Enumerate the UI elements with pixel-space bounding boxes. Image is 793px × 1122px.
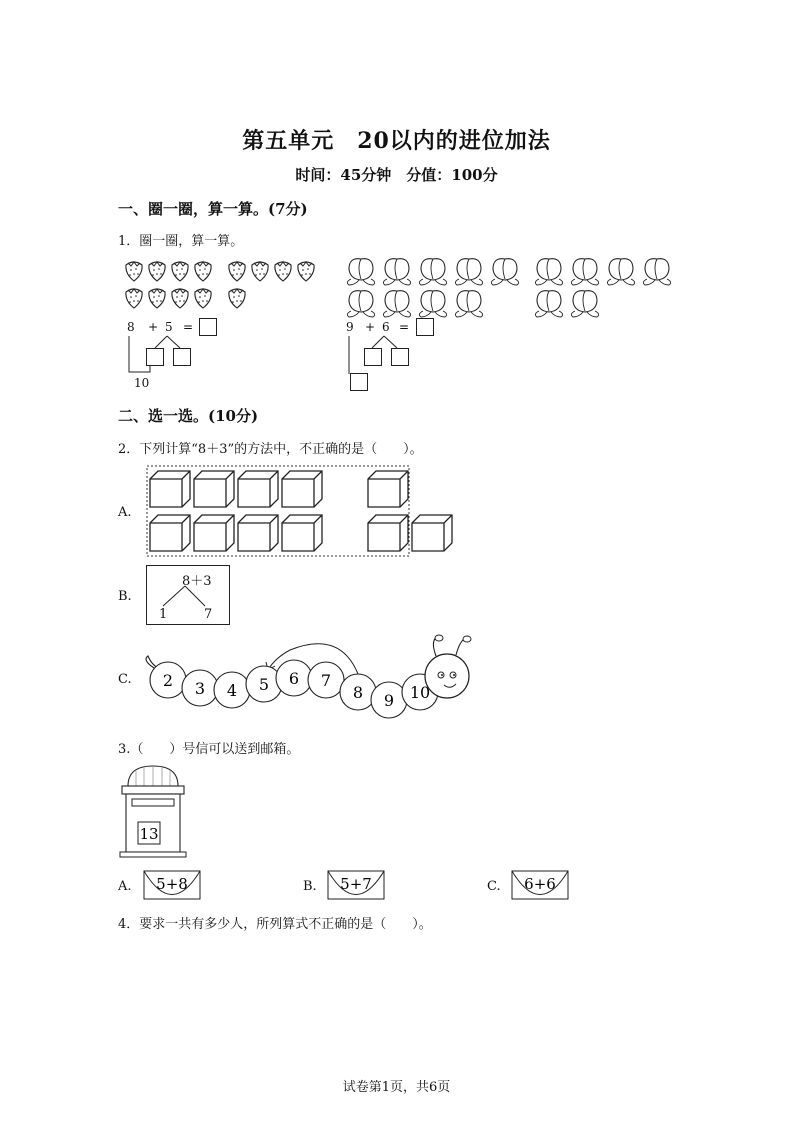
option-c-label[interactable]: C. — [118, 672, 132, 687]
segment-number: 2 — [162, 671, 174, 690]
page-footer: 试卷第1页，共6页 — [342, 1080, 451, 1095]
envelope-value: 5+8 — [156, 875, 188, 893]
question-2-stem: 2．下列计算“8＋3”的方法中，不正确的是（ ）。 — [118, 442, 423, 457]
caterpillar-segment — [276, 660, 312, 696]
envelope-icon — [511, 870, 569, 900]
strawberry-icon — [126, 262, 314, 308]
envelope-value: 5+7 — [340, 875, 372, 893]
split-box-right[interactable] — [173, 348, 191, 366]
section-2-heading: 二、选一选。(10分) — [118, 407, 259, 425]
question-3-stem: 3.（ ）号信可以送到邮箱。 — [118, 742, 300, 757]
segment-number: 4 — [226, 681, 238, 700]
split-box-right[interactable] — [391, 348, 409, 366]
addend-b: 6 — [382, 320, 390, 334]
split-left-value: 1 — [159, 607, 168, 622]
mailbox-number: 13 — [139, 825, 159, 843]
split-right-value: 7 — [204, 607, 213, 622]
option-b-diagram — [146, 565, 230, 625]
cube-icon — [150, 471, 452, 551]
segment-number: 7 — [320, 671, 332, 690]
option-label: B. — [303, 879, 317, 894]
option-a-cubes — [146, 465, 456, 559]
segment-number: 5 — [258, 675, 270, 694]
addend-a: 8 — [127, 320, 135, 334]
equals-sign: = — [399, 320, 410, 334]
question-4-stem: 4．要求一共有多少人，所列算式不正确的是（ ）。 — [118, 917, 432, 932]
plus-sign: + — [365, 320, 376, 334]
page-title: 第五单元 20以内的进位加法 — [242, 128, 551, 154]
peach-icon — [347, 259, 670, 317]
split-box-left[interactable] — [364, 348, 382, 366]
segment-number: 10 — [409, 683, 431, 702]
envelope-value: 6+6 — [524, 875, 556, 893]
plus-sign: + — [148, 320, 159, 334]
envelope-icon — [143, 870, 201, 900]
option-b-label[interactable]: B. — [118, 589, 132, 604]
addend-b: 5 — [165, 320, 173, 334]
envelope-icon — [327, 870, 385, 900]
caterpillar-segment — [150, 662, 186, 698]
option-a-label[interactable]: A. — [118, 505, 132, 520]
peach-group — [343, 255, 673, 319]
question-1-stem: 1．圈一圈，算一算。 — [118, 234, 244, 249]
segment-number: 3 — [194, 679, 206, 698]
addend-a: 9 — [346, 320, 354, 334]
ten-label: 10 — [134, 376, 150, 390]
caterpillar-segment — [182, 670, 218, 706]
split-expression: 8＋3 — [182, 574, 212, 589]
caterpillar-segment — [371, 682, 407, 718]
option-label: A. — [118, 879, 132, 894]
caterpillar — [140, 630, 480, 720]
option-label: C. — [487, 879, 501, 894]
segment-number: 9 — [383, 691, 395, 710]
caterpillar-head — [425, 635, 471, 698]
segment-number: 8 — [352, 683, 364, 702]
split-box-bottom[interactable] — [350, 373, 368, 391]
page-subtitle: 时间：45分钟 分值：100分 — [295, 166, 498, 184]
caterpillar-segment — [340, 674, 376, 710]
segment-number: 6 — [288, 669, 300, 688]
equals-sign: = — [183, 320, 194, 334]
mailbox-icon — [118, 762, 188, 860]
split-box-left[interactable] — [146, 348, 164, 366]
strawberry-group — [122, 257, 322, 313]
caterpillar-segment — [308, 662, 344, 698]
answer-box[interactable] — [199, 318, 217, 336]
caterpillar-segment — [214, 672, 250, 708]
section-1-heading: 一、圈一圈，算一算。(7分) — [118, 200, 308, 218]
